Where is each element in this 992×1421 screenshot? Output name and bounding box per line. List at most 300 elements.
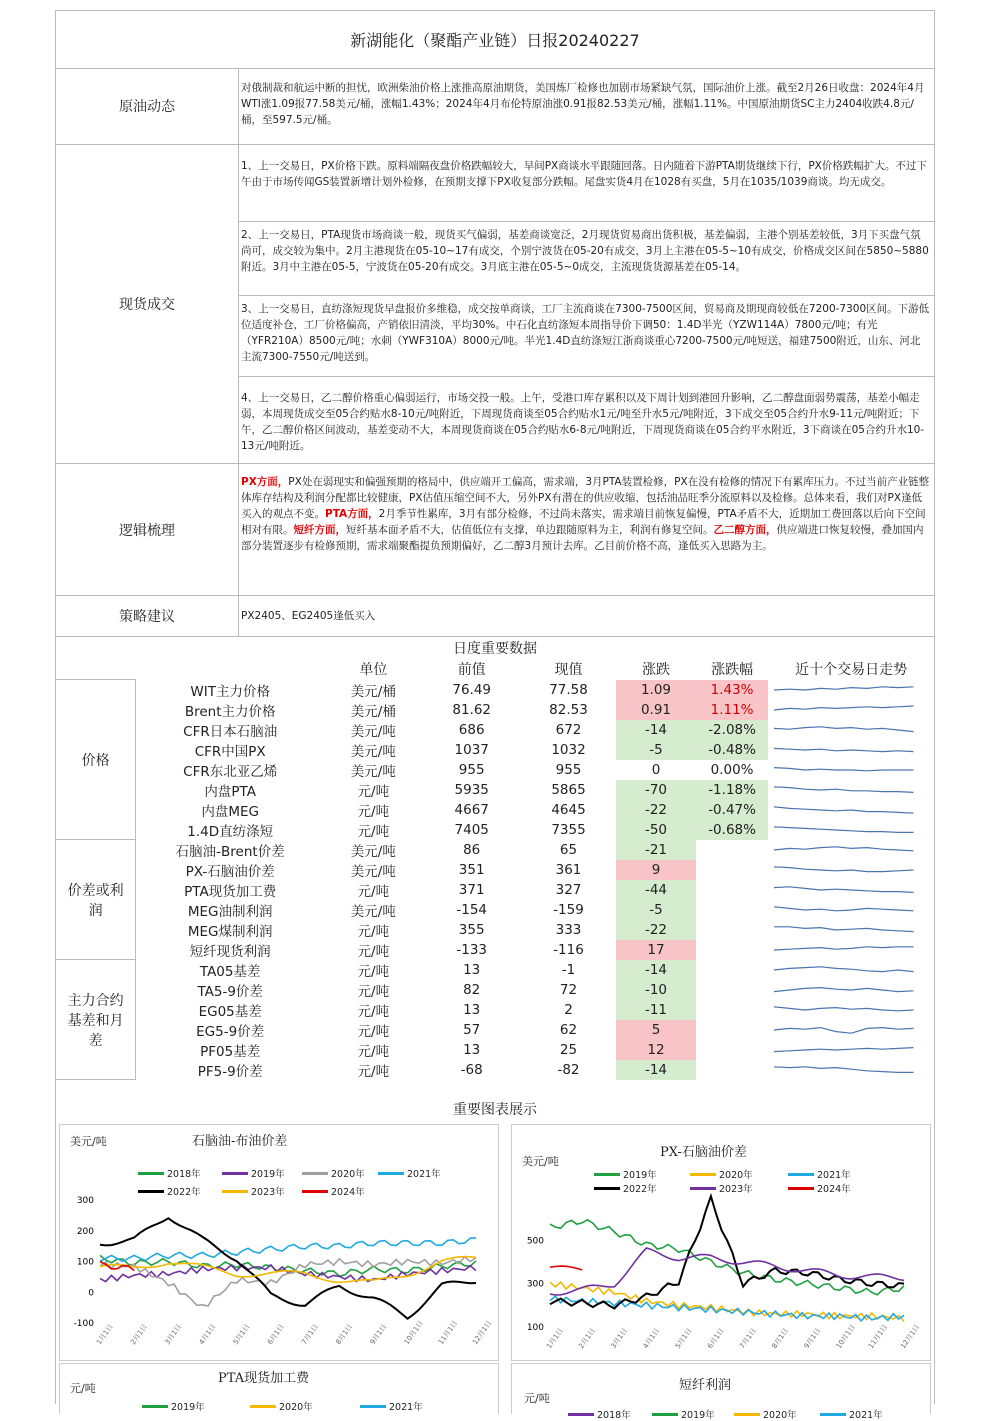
row-change: 12 [616, 1040, 696, 1060]
sparkline-chart [768, 1000, 928, 1020]
row-change: -21 [616, 840, 696, 860]
sparkline-chart [768, 720, 928, 740]
spot-section [56, 145, 934, 464]
legend-label: 2024年 [817, 1184, 851, 1195]
row-change-pct [696, 1000, 768, 1020]
row-change-pct [696, 980, 768, 1000]
legend-swatch [734, 1413, 760, 1416]
table-row [56, 960, 934, 980]
row-change: -70 [616, 780, 696, 800]
crude-section [56, 68, 934, 145]
table-row [56, 700, 934, 720]
row-change: -22 [616, 800, 696, 820]
row-change-pct [696, 880, 768, 900]
row-change-pct: -0.68% [696, 820, 768, 840]
row-prev-value: 13 [463, 961, 481, 978]
legend-item [142, 1399, 205, 1413]
x-tick-label: 7月1日 [300, 1322, 320, 1347]
row-sparkline [768, 880, 934, 900]
row-item-name: 短纤现货利润 [189, 943, 271, 960]
legend-label: 2021年 [407, 1169, 441, 1180]
row-item-name: 内盘PTA [204, 783, 256, 800]
x-tick-label: 1月1日 [545, 1326, 565, 1351]
logic-eg-text: 供应端进口恢复较慢，叠加国内部分装置逐步有检修预期，需求端聚酯提负预期偏好，乙二醇3月预计去库。乙目前价格不高，逢低买入思路为主。 [241, 524, 924, 552]
x-tick-label: 12月1日 [899, 1323, 922, 1351]
legend-label: 2023年 [719, 1184, 753, 1195]
row-prev-value: 5935 [454, 781, 489, 798]
row-change-pct: -1.18% [696, 780, 768, 800]
row-prev-value: -133 [456, 941, 488, 958]
row-change-pct [696, 1040, 768, 1060]
series-line-2022年 [550, 1196, 904, 1308]
row-item-name: MEG油制利润 [187, 903, 273, 920]
chart2-plot [512, 1125, 930, 1360]
series-line-2021年 [550, 1296, 904, 1321]
x-tick-label: 6月1日 [265, 1322, 286, 1347]
x-tick-label: 3月1日 [609, 1326, 630, 1351]
x-tick-label: 8月1日 [770, 1326, 791, 1351]
row-item-name: TA05基差 [199, 963, 261, 980]
row-unit: 美元/吨 [350, 903, 396, 920]
row-cur-value: 82.53 [549, 701, 588, 718]
row-sparkline [768, 820, 934, 840]
logic-px-text: PX处在弱现实和偏强预期的格局中，供应端开工偏高，需求端，3月PTA装置检修，PX在没有检修的情况下有累库压力。不过当前产业链整体库存结构及利润分配都比较健康，PX估值压缩空间不大，另外PX有潜在的供应收缩，包括油品旺季分流原料以及检修。总体来看，我们对PX逢低买入的观点不变。 [241, 476, 930, 520]
row-change: -44 [616, 880, 696, 900]
x-tick-label: 9月1日 [368, 1322, 389, 1347]
row-sparkline [768, 700, 934, 720]
row-unit: 美元/桶 [350, 703, 396, 720]
charts-section-title: 重要图表展示 [453, 1102, 537, 1118]
x-tick-label: 11月1日 [436, 1319, 460, 1347]
row-item-name: MEG煤制利润 [187, 923, 273, 940]
row-prev-value: 76.49 [452, 681, 492, 698]
row-change: -11 [616, 1000, 696, 1020]
sparkline-chart [768, 820, 928, 840]
row-sparkline [768, 900, 934, 920]
sparkline-chart [768, 840, 928, 860]
row-prev-value: 686 [458, 721, 485, 738]
table-row [56, 900, 934, 920]
x-tick-label: 4月1日 [197, 1322, 218, 1347]
row-sparkline [768, 860, 934, 880]
row-sparkline [768, 920, 934, 940]
legend-label: 2020年 [763, 1410, 797, 1421]
row-prev-value: 371 [458, 881, 485, 898]
row-change: 5 [616, 1020, 696, 1040]
row-sparkline [768, 680, 934, 700]
table-row [56, 920, 934, 940]
chart3-unit: 元/吨 [70, 1382, 96, 1395]
row-change: -5 [616, 740, 696, 760]
legend-label: 2020年 [719, 1170, 753, 1181]
table-row [56, 980, 934, 1000]
row-cur-value: 327 [555, 881, 582, 898]
header-chg: 涨跌 [641, 662, 670, 679]
row-sparkline [768, 1060, 934, 1080]
table-row [56, 760, 934, 780]
table-row [56, 780, 934, 800]
sparkline-chart [768, 740, 928, 760]
row-prev-value: 4667 [454, 801, 489, 818]
row-cur-value: 65 [559, 841, 578, 858]
row-cur-value: -116 [553, 941, 584, 958]
row-cur-value: 7355 [551, 821, 586, 838]
group-label: 价差或利润 [56, 840, 136, 960]
row-sparkline [768, 740, 934, 760]
x-tick-label: 3月1日 [163, 1322, 184, 1347]
row-unit: 美元/吨 [350, 763, 396, 780]
header-item [136, 659, 324, 680]
row-item-name: CFR中国PX [194, 743, 266, 760]
row-change-pct [696, 900, 768, 920]
row-change: 1.09 [616, 680, 696, 700]
spot-item-px: 1、上一交易日，PX价格下跌。原料端隔夜盘价格跌幅较大，早间PX商谈水平跟随回落。日内随着下游PTA期货继续下行，PX价格跌幅扩大。不过下午由于市场传闻GS装置新增计划外检修，在预期支撑下PX收复部分跌幅。尾盘实货4月在1028有买盘，5月在1035/1039商谈。均无成交。 [238, 145, 934, 222]
row-cur-value: 955 [555, 761, 582, 778]
x-tick-label: 9月1日 [802, 1326, 823, 1351]
row-change-pct: 1.43% [696, 680, 768, 700]
row-prev-value: 57 [463, 1021, 481, 1038]
group-label: 主力合约基差和月差 [56, 960, 136, 1080]
row-item-name: PF5-9价差 [197, 1063, 263, 1080]
row-cur-value: -82 [557, 1061, 580, 1078]
legend-label: 2022年 [623, 1184, 657, 1195]
row-prev-value: 82 [463, 981, 481, 998]
chart2-title: PX-石脑油价差 [660, 1145, 747, 1160]
crude-text: 对俄制裁和航运中断的担忧，欧洲柴油价格上涨推高原油期货，美国炼厂检修也加剧市场紧缺气氛，国际油价上涨。截至2月26日收盘：2024年4月WTI涨1.09报77.58美元/桶，涨幅1.43%；2024年4月布伦特原油涨0.91报82.53美元/桶，涨幅1.11%。中国原油期货SC主力2404收跌4.8元/桶，至597.5元/桶。 [241, 82, 925, 126]
header-prev: 前值 [457, 662, 486, 679]
row-cur-value: 5865 [551, 781, 586, 798]
table-row [56, 1000, 934, 1020]
row-unit: 美元/吨 [350, 863, 396, 880]
row-item-name: 内盘MEG [201, 803, 259, 820]
row-change-pct: -0.48% [696, 740, 768, 760]
x-tick-label: 1月1日 [95, 1322, 115, 1347]
report-title: 新湖能化（聚酯产业链）日报20240227 [56, 11, 934, 69]
row-unit: 元/吨 [357, 1063, 390, 1080]
row-item-name: CFR东北亚乙烯 [183, 763, 278, 780]
row-sparkline [768, 980, 934, 1000]
row-cur-value: -1 [561, 961, 576, 978]
legend-label: 2020年 [331, 1169, 365, 1180]
row-item-name: TA5-9价差 [197, 983, 263, 1000]
row-cur-value: 672 [555, 721, 582, 738]
legend-item [820, 1407, 883, 1421]
row-change: -22 [616, 920, 696, 940]
table-row [56, 740, 934, 760]
legend-label: 2019年 [623, 1170, 657, 1181]
legend-label: 2019年 [171, 1402, 205, 1413]
table-row [56, 860, 934, 880]
row-sparkline [768, 1040, 934, 1060]
row-item-name: Brent主力价格 [184, 703, 276, 720]
series-line-2023年 [100, 1257, 476, 1283]
spot-item-eg: 4、上一交易日，乙二醇价格重心偏弱运行，市场交投一般。上午，受港口库存累积以及下周计划到港回升影响，乙二醇盘面弱势震荡，基差小幅走弱，本周现货成交至05合约贴水8-10元/吨附近，下周现货商谈至05合约贴水1元/吨至升水5元/吨附近，3下成交至05合约升水9-11元/吨附近；下午，乙二醇价格区间波动，基差变动不大，本周现货商谈在05合约贴水6-8元/吨附近，下周现货商谈在05合约平水附近，3下商谈在05合约升水10-13元/吨附近。 [241, 392, 925, 452]
crude-label: 原油动态 [56, 68, 239, 144]
sparkline-chart [768, 980, 928, 1000]
chart2-unit: 美元/吨 [522, 1155, 559, 1168]
y-tick-label: 0 [88, 1288, 94, 1299]
legend-swatch [568, 1413, 594, 1416]
row-change-pct [696, 920, 768, 940]
row-change-pct [696, 860, 768, 880]
daily-data-table [56, 659, 934, 1080]
series-line-2024年 [550, 1266, 582, 1270]
legend-item [250, 1399, 313, 1413]
row-cur-value: 1032 [551, 741, 586, 758]
x-tick-label: 10月1日 [402, 1319, 425, 1347]
x-tick-label: 11月1日 [866, 1323, 890, 1351]
x-tick-label: 6月1日 [705, 1326, 726, 1351]
legend-swatch [820, 1413, 846, 1416]
logic-eg-head: 乙二醇方面， [713, 524, 777, 536]
row-sparkline [768, 1020, 934, 1040]
spot-item-pta: 2、上一交易日，PTA现货市场商谈一般，现货买气偏弱，基差商谈宽泛，2月现货贸易商出货积极，基差偏弱，主港个别基差较低，3月下买盘气氛尚可，成交较为集中。2月主港现货在05-10~17有成交，个别宁波货在05-20有成交，3月上主港在05-5~10有成交，价格成交区间在5850~5880附近。3月中主港在05-5，宁波货在05-20有成交。3月底主港在05-5~0成交，主流现货货源基差在05-14。 [238, 223, 934, 296]
row-change-pct: 0.00% [710, 761, 754, 778]
table-title: 日度重要数据 [453, 641, 537, 657]
sparkline-chart [768, 680, 928, 700]
legend-item [360, 1399, 423, 1413]
y-tick-label: 200 [76, 1226, 94, 1237]
legend-item [652, 1407, 715, 1421]
row-prev-value: -68 [460, 1061, 483, 1078]
report-sheet [55, 10, 935, 1421]
legend-swatch [250, 1405, 276, 1408]
row-change: -10 [616, 980, 696, 1000]
row-unit: 元/吨 [357, 943, 390, 960]
table-row [56, 800, 934, 820]
row-unit: 美元/桶 [350, 683, 396, 700]
table-row [56, 1040, 934, 1060]
logic-section [56, 464, 934, 596]
row-prev-value: 955 [458, 761, 485, 778]
series-line-2021年 [100, 1238, 476, 1262]
row-unit: 元/吨 [357, 963, 390, 980]
legend-label: 2019年 [681, 1410, 715, 1421]
row-change-pct [696, 940, 768, 960]
chart1-plot [60, 1125, 498, 1360]
row-sparkline [768, 800, 934, 820]
row-cur-value: -159 [553, 901, 584, 918]
table-row [56, 840, 934, 860]
table-row [56, 720, 934, 740]
row-sparkline [768, 960, 934, 980]
logic-pta-text: 2月季节性累库，3月有部分检修，不过尚未落实，需求端目前恢复偏慢，PTA矛盾不大，近期加工费回落以后向下空间相对有限。 [241, 508, 926, 536]
y-tick-label: 300 [76, 1196, 94, 1206]
logic-pf-text: 短纤基本面矛盾不大，估值低位有支撑，单边跟随原料为主，利润有修复空间。 [346, 524, 714, 536]
row-sparkline [768, 940, 934, 960]
row-change: -50 [616, 820, 696, 840]
x-tick-label: 2月1日 [129, 1322, 149, 1347]
row-cur-value: 361 [555, 861, 582, 878]
header-group [56, 659, 136, 680]
sparkline-chart [768, 1020, 928, 1040]
row-item-name: WIT主力价格 [190, 683, 270, 700]
chart-pf-profit [511, 1363, 931, 1421]
chart4-unit: 元/吨 [524, 1392, 550, 1405]
x-tick-label: 10月1日 [834, 1323, 857, 1351]
row-prev-value: 351 [458, 861, 485, 878]
row-unit: 元/吨 [357, 983, 390, 1000]
row-prev-value: 81.62 [452, 701, 492, 718]
row-prev-value: 355 [458, 921, 485, 938]
row-change: 0.91 [616, 700, 696, 720]
row-item-name: EG05基差 [198, 1003, 262, 1020]
row-change: -5 [616, 900, 696, 920]
sparkline-chart [768, 700, 928, 720]
spot-item-pf: 3、上一交易日，直纺涤短现货早盘报价多维稳，成交按单商谈，工厂主流商谈在7300-7500区间，贸易商及期现商较低在7200-7300区间。下游低位适度补仓，工厂价格偏高，产销依旧清淡，平均30%。中石化直纺涤短本周指导价下调50：1.4D半光（YZW114A）7800元/吨；有光（YFR210A）8500元/吨；水刺（YWF310A）8000元/吨。半光1.4D直纺涤短江浙商谈重心7200-7500元/吨短送，福建7500附近，山东、河北主流7300-7550元/吨送到。 [238, 297, 934, 377]
logic-pf-head: 短纤方面， [293, 524, 346, 536]
y-tick-label: 500 [526, 1236, 544, 1247]
row-cur-value: 333 [555, 921, 582, 938]
header-trend: 近十个交易日走势 [795, 662, 908, 679]
legend-label: 2020年 [279, 1402, 313, 1413]
x-tick-label: 12月1日 [471, 1319, 494, 1347]
row-unit: 元/吨 [357, 1023, 390, 1040]
strategy-text: PX2405、EG2405逢低买入 [241, 610, 376, 622]
sparkline-chart [768, 960, 928, 980]
x-tick-label: 4月1日 [641, 1326, 662, 1351]
chart-pta-margin [59, 1363, 499, 1414]
row-cur-value: 4645 [551, 801, 586, 818]
legend-item [568, 1407, 631, 1421]
legend-label: 2022年 [167, 1187, 201, 1198]
strategy-label: 策略建议 [56, 596, 239, 636]
row-change: 17 [616, 940, 696, 960]
row-item-name: CFR日本石脑油 [183, 723, 278, 740]
sparkline-chart [768, 900, 928, 920]
chart1-title: 石脑油-布油价差 [192, 1134, 288, 1149]
sparkline-chart [768, 1040, 928, 1060]
spot-label: 现货成交 [56, 145, 239, 463]
row-change-pct [696, 1060, 768, 1080]
header-unit: 单位 [359, 662, 388, 679]
table-row [56, 940, 934, 960]
y-tick-label: -100 [73, 1319, 94, 1329]
legend-label: 2018年 [597, 1410, 631, 1421]
row-cur-value: 77.58 [549, 681, 588, 698]
row-prev-value: 86 [463, 841, 481, 858]
row-unit: 美元/吨 [350, 743, 396, 760]
y-tick-label: 100 [526, 1323, 544, 1333]
row-unit: 元/吨 [357, 803, 390, 820]
row-item-name: EG5-9价差 [196, 1023, 265, 1040]
row-change-pct [696, 1020, 768, 1040]
x-tick-label: 7月1日 [738, 1326, 758, 1351]
row-change: -14 [616, 720, 696, 740]
row-prev-value: -154 [456, 901, 488, 918]
row-prev-value: 13 [463, 1001, 481, 1018]
row-unit: 美元/吨 [350, 843, 396, 860]
legend-label: 2021年 [849, 1410, 883, 1421]
legend-swatch [360, 1405, 386, 1408]
x-tick-label: 5月1日 [231, 1322, 252, 1347]
y-tick-label: 300 [526, 1279, 544, 1290]
sparkline-chart [768, 1060, 928, 1080]
sparkline-chart [768, 940, 928, 960]
legend-label: 2018年 [167, 1169, 201, 1180]
group-label: 价格 [56, 680, 136, 840]
legend-label: 2019年 [251, 1169, 285, 1180]
chart1-unit: 美元/吨 [70, 1135, 107, 1148]
row-prev-value: 1037 [454, 741, 489, 758]
y-tick-label: 100 [76, 1257, 94, 1268]
x-tick-label: 2月1日 [577, 1326, 597, 1351]
sparkline-chart [768, 920, 928, 940]
x-tick-label: 8月1日 [334, 1322, 355, 1347]
logic-pta-head: PTA方面， [325, 508, 379, 520]
legend-swatch [652, 1413, 678, 1416]
row-unit: 元/吨 [357, 783, 390, 800]
legend-label: 2021年 [389, 1402, 423, 1413]
sparkline-chart [768, 880, 928, 900]
x-tick-label: 5月1日 [673, 1326, 694, 1351]
row-unit: 美元/吨 [350, 723, 396, 740]
row-cur-value: 62 [559, 1021, 578, 1038]
row-item-name: PTA现货加工费 [184, 883, 277, 900]
row-change-pct [696, 840, 768, 860]
sparkline-chart [768, 780, 928, 800]
sparkline-chart [768, 860, 928, 880]
row-unit: 元/吨 [357, 883, 390, 900]
row-unit: 元/吨 [357, 923, 390, 940]
table-row [56, 880, 934, 900]
sparkline-chart [768, 800, 928, 820]
row-change-pct: -2.08% [696, 720, 768, 740]
table-header-row [56, 659, 934, 680]
row-unit: 元/吨 [357, 1003, 390, 1020]
logic-label: 逻辑梳理 [56, 464, 239, 595]
logic-px-head: PX方面， [241, 476, 289, 488]
header-cur: 现值 [554, 662, 583, 679]
strategy-section [56, 596, 934, 637]
header-pct: 涨跌幅 [711, 662, 754, 679]
table-row [56, 1020, 934, 1040]
row-sparkline [768, 1000, 934, 1020]
row-item-name: PF05基差 [200, 1043, 261, 1060]
row-sparkline [768, 720, 934, 740]
chart3-title: PTA现货加工费 [218, 1371, 310, 1386]
legend-label: 2021年 [817, 1170, 851, 1181]
row-change: -14 [616, 1060, 696, 1080]
row-unit: 元/吨 [357, 1043, 390, 1060]
row-cur-value: 2 [564, 1001, 573, 1018]
chart-naphtha-brent [59, 1124, 499, 1361]
row-item-name: PX-石脑油价差 [185, 863, 275, 880]
row-change: 9 [616, 860, 696, 880]
row-change: 0 [651, 761, 661, 778]
table-row [56, 680, 934, 700]
row-sparkline [768, 760, 934, 780]
row-change-pct: 1.11% [696, 700, 768, 720]
sparkline-chart [768, 760, 928, 780]
legend-swatch [142, 1405, 168, 1408]
legend-label: 2023年 [251, 1187, 285, 1198]
legend-item [734, 1407, 797, 1421]
row-item-name: 1.4D直纺涤短 [187, 823, 274, 840]
row-change-pct [696, 960, 768, 980]
row-change: -14 [616, 960, 696, 980]
row-cur-value: 25 [559, 1041, 578, 1058]
row-change-pct: -0.47% [696, 800, 768, 820]
row-prev-value: 7405 [454, 821, 489, 838]
row-sparkline [768, 840, 934, 860]
row-unit: 元/吨 [357, 823, 390, 840]
chart-px-naphtha [511, 1124, 931, 1361]
legend-label: 2024年 [331, 1187, 365, 1198]
table-row [56, 820, 934, 840]
row-item-name: 石脑油-Brent价差 [175, 843, 285, 860]
row-prev-value: 13 [463, 1041, 481, 1058]
